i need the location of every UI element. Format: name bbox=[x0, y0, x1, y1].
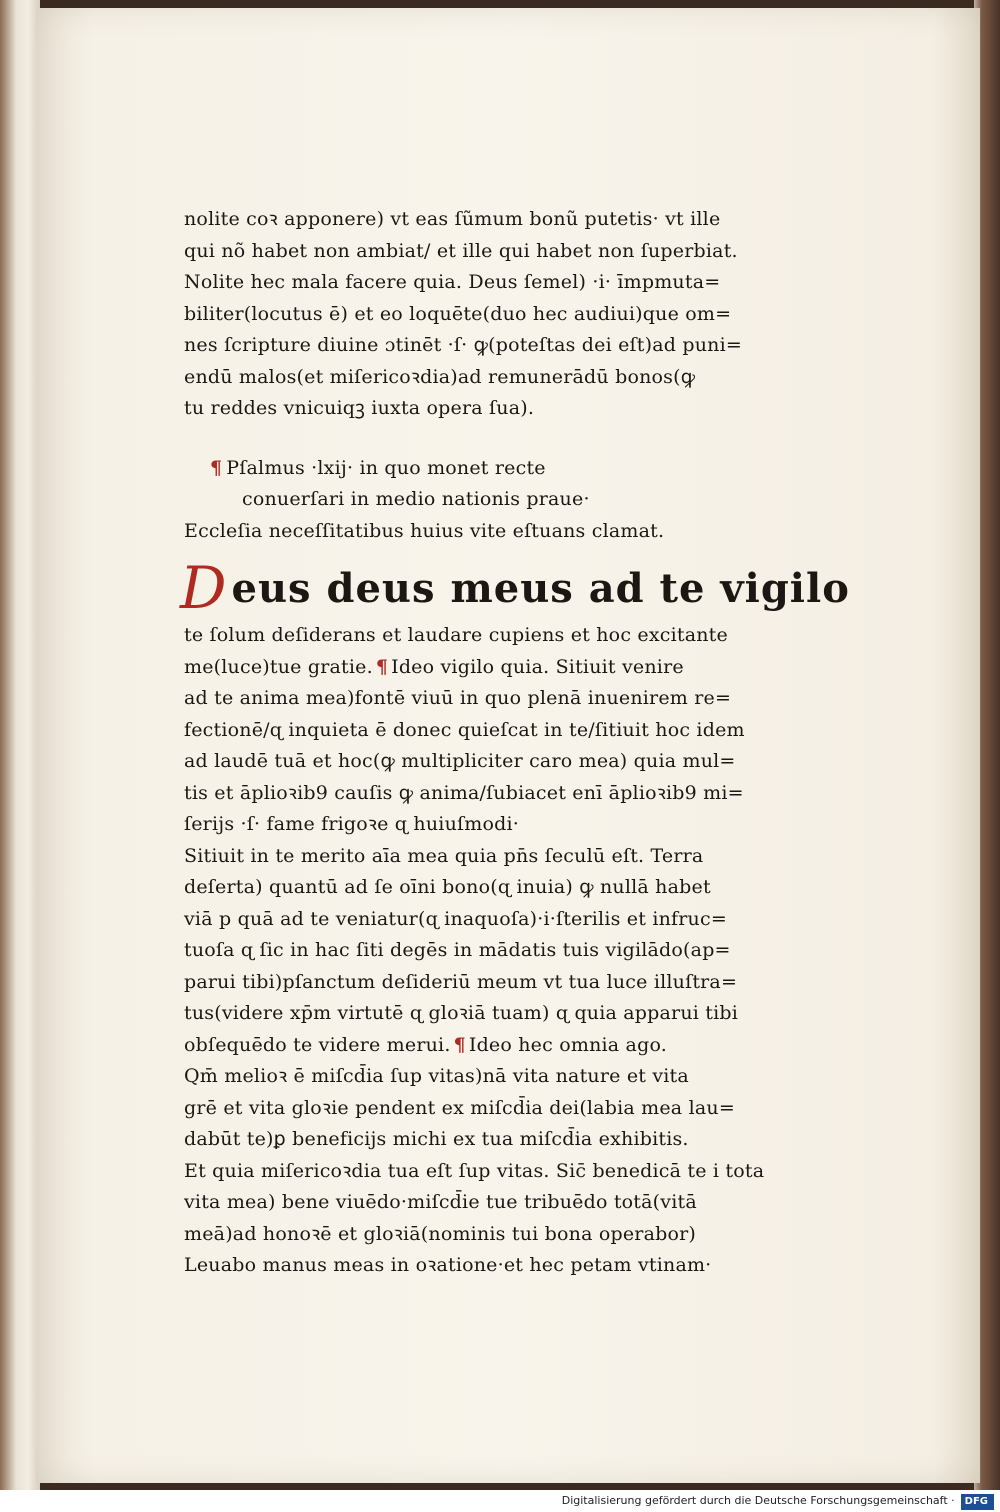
text-segment: Ideo hec omnia ago. bbox=[468, 1033, 667, 1056]
text-line: fectionē/ɋ inquieta ē donec quieſcat in te/ſitiuit hoc idem bbox=[184, 718, 745, 741]
text-line: Sitiuit in te merito aīa mea quia pn̄s ſeculū eſt. Terra bbox=[184, 844, 704, 867]
text-line: qui nõ habet non ambiat/ et ille qui habet non ſuperbiat. bbox=[184, 239, 738, 262]
footer-credit: Digitalisierung gefördert durch die Deutsche Forschungsgemeinschaft · bbox=[561, 1494, 955, 1507]
book-page bbox=[36, 8, 980, 1483]
psalm-heading bbox=[184, 453, 784, 485]
text-line: Et quia miſericoꝛdia tua eſt ſup vitas. Sic̄ benedicā te i tota bbox=[184, 1159, 765, 1182]
text-line: Nolite hec mala facere quia. Deus ſemel) ·i· īmpmuta= bbox=[184, 271, 721, 293]
text-line: ad te anima mea)fontē viuū in quo plenā inuenirem re= bbox=[184, 687, 732, 709]
pilcrow-mark: ¶ bbox=[375, 655, 389, 678]
text-segment: obſequēdo te videre merui. bbox=[184, 1033, 451, 1056]
text-line: tus(videre xp̄m virtutē ɋ gloꝛiā tuam) ɋ quia apparui tibi bbox=[184, 1002, 739, 1024]
text-line: te ſolum deſiderans et laudare cupiens et hoc excitante bbox=[184, 624, 728, 646]
book-left-edge bbox=[0, 0, 40, 1512]
pilcrow-mark: ¶ bbox=[453, 1033, 466, 1056]
psalm-subheading: Eccleſia neceſſitatibus huius vite eſtuans clamat. bbox=[184, 519, 665, 542]
text-line: tis et āplioꝛib9 cauſis ꝙ anima/ſubiacet enī āplioꝛib9 mi= bbox=[184, 781, 744, 804]
text-line bbox=[184, 652, 784, 684]
text-line: deſerta) quantū ad ſe oīni bono(ɋ inuia) ꝙ nullā habet bbox=[184, 876, 711, 898]
text-line: meā)ad honoꝛē et gloꝛiā(nominis tui bona operabor) bbox=[184, 1222, 697, 1245]
text-line bbox=[184, 1030, 784, 1062]
text-segment: me(luce)tue gratie. bbox=[184, 655, 373, 678]
text-line: dabūt te)ꝑ beneficijs michi ex tua miſcd̄ia exhibitis. bbox=[184, 1128, 689, 1150]
pilcrow-mark: ¶ bbox=[210, 456, 223, 479]
digitization-footer bbox=[0, 1490, 1000, 1512]
spacer bbox=[184, 425, 784, 453]
psalm-heading-continued: conuerſari in medio nationis praue· bbox=[242, 488, 590, 510]
incipit-text: eus deus meus ad te vigilo bbox=[231, 565, 850, 612]
text-line: grē et vita gloꝛie pendent ex miſcd̄ia dei(labia mea lau= bbox=[184, 1096, 735, 1119]
text-line: biliter(locutus ē) et eo loquēte(duo hec audiui)que om= bbox=[184, 302, 732, 325]
text-line: ſerijs ·ſ· fame frigoꝛe ɋ huiuſmodi· bbox=[184, 813, 519, 835]
text-line: Leuabo manus meas in oꝛatione·et hec petam vtinam· bbox=[184, 1254, 712, 1276]
psalm-heading-text: Pſalmus ·lxij· in quo monet recte bbox=[226, 456, 546, 479]
dfg-logo-icon: DFG bbox=[961, 1494, 994, 1510]
text-line: tuoſa ɋ ſic in hac ſiti degēs in mādatis tuis vigilādo(ap= bbox=[184, 939, 731, 961]
psalm-incipit bbox=[180, 554, 850, 622]
text-line: viā p quā ad te veniatur(ɋ inaquoſa)·i·ſterilis et infruc= bbox=[184, 907, 727, 930]
text-line: nolite coꝛ apponere) vt eas ſũmum bonũ putetis· vt ille bbox=[184, 208, 721, 230]
text-segment: Ideo vigilo quia. Sitiuit venire bbox=[391, 655, 684, 678]
page-text bbox=[180, 204, 850, 1282]
text-line: endū malos(et miſericoꝛdia)ad remunerādū bonos(ꝙ bbox=[184, 365, 696, 388]
spacer bbox=[184, 547, 784, 557]
rubricated-initial: D bbox=[180, 554, 228, 622]
text-line: nes ſcripture diuine ɔtinēt ·ſ· ꝙ(poteſtas dei eſt)ad puni= bbox=[184, 334, 742, 356]
text-line: Qm̄ melioꝛ ē miſcd̄ia ſup vitas)nā vita nature et vita bbox=[184, 1065, 689, 1087]
text-line: tu reddes vnicuiqꝫ iuxta opera ſua). bbox=[184, 397, 535, 419]
text-line: parui tibi)pſanctum deſideriū meum vt tua luce illuſtra= bbox=[184, 970, 738, 993]
text-line: ad laudē tuā et hoc(ꝙ multipliciter caro mea) quia mul= bbox=[184, 750, 736, 772]
text-line: vita mea) bene viuēdo·miſcd̄ie tue tribuēdo totā(vitā bbox=[184, 1191, 697, 1213]
